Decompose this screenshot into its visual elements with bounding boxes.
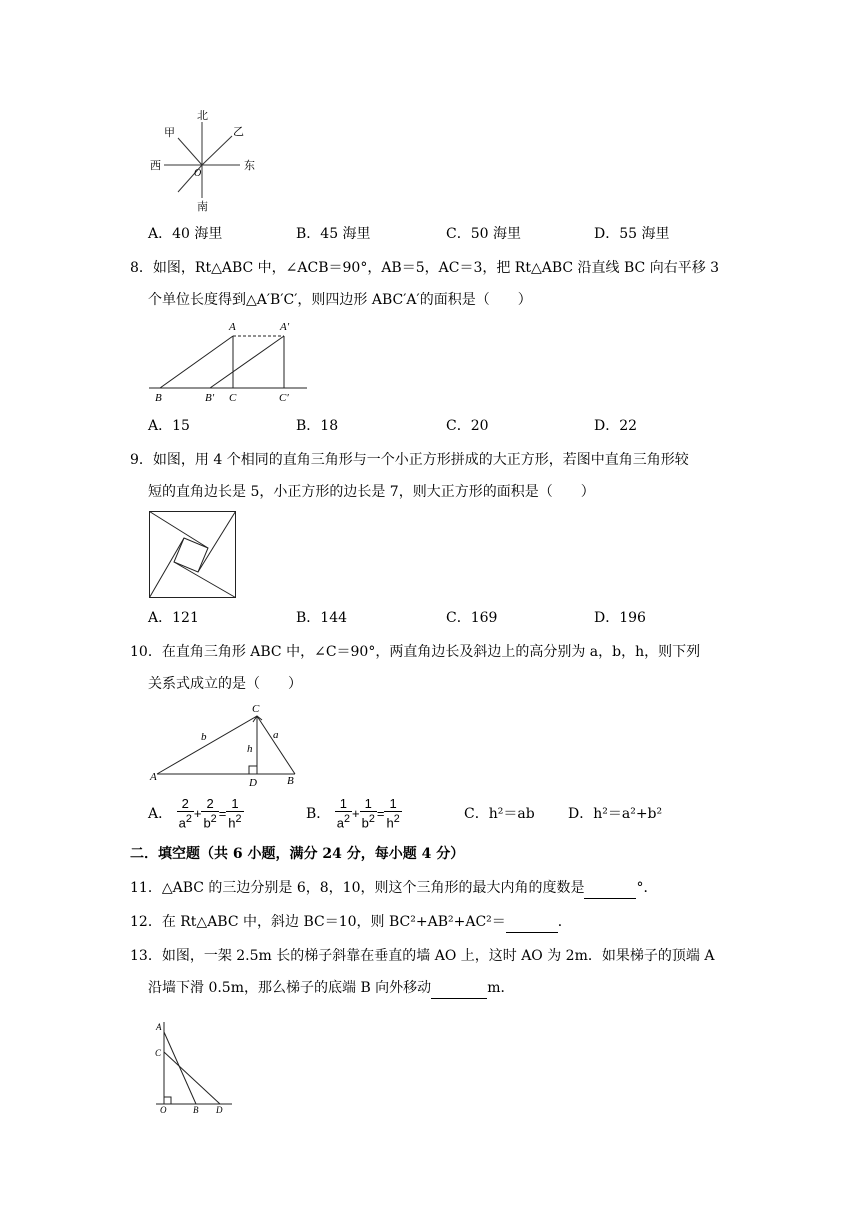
q9-pinwheel-square-figure <box>148 510 240 600</box>
label-west: 西 <box>150 160 161 172</box>
option-a-formula: $\frac{2}{a^2}$ + $\frac{2}{b^2}$ = $\frac{1}{h^2}$ <box>178 796 242 831</box>
q9-option-a[interactable]: A．121 <box>148 610 199 626</box>
q10-option-c[interactable]: C．h²＝ab <box>464 806 535 822</box>
q13-answer-blank[interactable] <box>431 978 487 999</box>
q12-answer-blank[interactable] <box>506 912 558 933</box>
label-a: A <box>150 771 157 783</box>
label-c: C <box>155 1048 162 1058</box>
label-east: 东 <box>244 160 255 172</box>
q8-stem-line1: 8．如图，Rt△ABC 中，∠ACB＝90°，AB＝5，AC＝3，把 Rt△ABC 沿直线 BC 向右平移 3 <box>130 260 720 276</box>
q7-option-c[interactable]: C．50 海里 <box>446 226 521 242</box>
option-b-formula: $\frac{1}{a^2}$ + $\frac{1}{b^2}$ = $\frac{1}{h^2}$ <box>336 796 400 831</box>
q11-stem: 11．△ABC 的三边分别是 6，8，10，则这个三角形的最大内角的度数是 °． <box>130 878 657 899</box>
label-o: O <box>160 1105 167 1114</box>
q11-answer-blank[interactable] <box>584 878 636 899</box>
q9-option-c[interactable]: C．169 <box>446 610 498 626</box>
compass-figure <box>140 108 270 212</box>
q10-stem-line1: 10．在直角三角形 ABC 中，∠C＝90°，两直角边长及斜边上的高分别为 a，b，h，则下列 <box>130 644 701 660</box>
label-a: A <box>156 1022 162 1032</box>
q10-option-b[interactable]: B． $\frac{1}{a^2}$ + $\frac{1}{b^2}$ = $\frac{1}{h^2}$ <box>306 796 400 831</box>
section-2-title: 二．填空题（共 6 小题，满分 24 分，每小题 4 分） <box>130 846 465 862</box>
label-height-h: h <box>247 743 253 755</box>
q8-translation-figure <box>145 318 315 404</box>
q9-stem-line2: 短的直角边长是 5，小正方形的边长是 7，则大正方形的面积是（ ） <box>148 484 595 500</box>
label-yi: 乙 <box>233 126 244 138</box>
label-d: D <box>216 1105 223 1114</box>
q12-stem: 12．在 Rt△ABC 中，斜边 BC＝10，则 BC²+AB²+AC²＝ ． <box>130 912 572 933</box>
q8-option-a[interactable]: A．15 <box>148 418 190 434</box>
q7-option-d[interactable]: D．55 海里 <box>594 226 670 242</box>
label-south: 南 <box>197 201 208 212</box>
label-jia: 甲 <box>164 127 175 139</box>
label-b: B <box>155 392 162 404</box>
q7-option-b[interactable]: B．45 海里 <box>296 226 371 242</box>
q13-ladder-figure <box>150 1018 240 1114</box>
label-side-a: a <box>273 729 279 741</box>
label-a-prime: A′ <box>280 321 290 333</box>
q8-option-d[interactable]: D．22 <box>594 418 638 434</box>
q10-stem-line2: 关系式成立的是（ ） <box>148 676 302 692</box>
label-b: B <box>287 775 294 787</box>
q9-option-b[interactable]: B．144 <box>296 610 348 626</box>
label-b-prime: B′ <box>205 392 215 404</box>
q8-option-b[interactable]: B．18 <box>296 418 339 434</box>
q8-option-c[interactable]: C．20 <box>446 418 489 434</box>
label-side-b: b <box>201 731 207 743</box>
q13-stem-line2: 沿墙下滑 0.5m，那么梯子的底端 B 向外移动 m． <box>148 978 514 999</box>
label-c-prime: C′ <box>279 392 289 404</box>
label-c: C <box>229 392 237 404</box>
q13-stem-line1: 13．如图，一架 2.5m 长的梯子斜靠在垂直的墙 AO 上，这时 AO 为 2m．如果梯子的顶端 A <box>130 948 715 964</box>
label-origin: O <box>194 168 202 179</box>
q10-right-triangle-figure <box>145 700 305 788</box>
label-c: C <box>252 703 260 715</box>
label-d: D <box>249 777 257 788</box>
q9-stem-line1: 9．如图，用 4 个相同的直角三角形与一个小正方形拼成的大正方形，若图中直角三角形较 <box>130 452 689 468</box>
q9-option-d[interactable]: D．196 <box>594 610 646 626</box>
label-a: A <box>229 321 236 333</box>
q8-stem-line2: 个单位长度得到△A′B′C′，则四边形 ABC′A′的面积是（ ） <box>148 292 532 308</box>
label-north: 北 <box>197 110 208 122</box>
q10-option-a[interactable]: A． $\frac{2}{a^2}$ + $\frac{2}{b^2}$ = $\frac{1}{h^2}$ <box>148 796 242 831</box>
q10-option-d[interactable]: D．h²＝a²+b² <box>568 806 663 822</box>
q7-option-a[interactable]: A．40 海里 <box>148 226 223 242</box>
label-b: B <box>193 1105 199 1114</box>
